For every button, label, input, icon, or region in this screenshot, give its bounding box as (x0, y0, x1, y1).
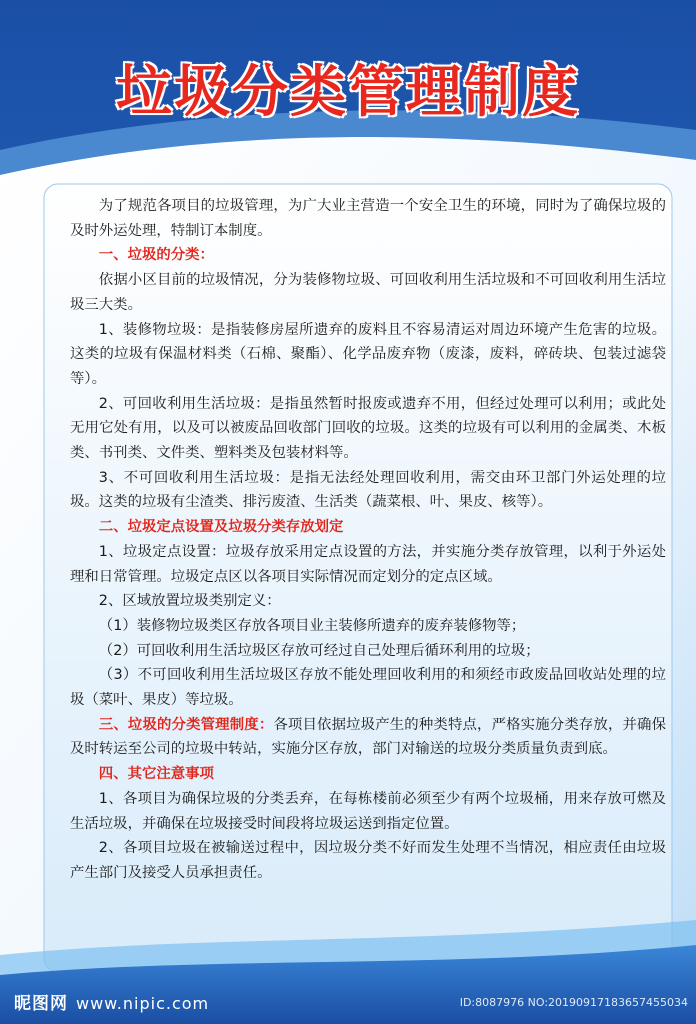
zone-item: （2）可回收利用生活垃圾区存放可经过自己处理后循环利用的垃圾； (98, 642, 540, 659)
intro-paragraph: 为了规范各项目的垃圾管理，为广大业主营造一个安全卫生的环境，同时为了确保垃圾的及时外运处理，特制订本制度。 (70, 198, 666, 239)
zone-item: （3）不可回收利用生活垃圾区存放不能处理回收利用的和须经市政废品回收站处理的垃圾（菜叶、果皮）等垃圾。 (70, 667, 666, 709)
zone-item: （1）装修物垃圾类区存放各项目业主装修所遗弃的废弃装修物等； (98, 617, 526, 634)
classification-item: 1、装修物垃圾：是指装修房屋所遗弃的废料且不容易清运对周边环境产生危害的垃圾。这类的垃圾有保温材料类（石棉、聚酯）、化学品废弃物（废漆，废料，碎砖块、包装过滤袋等）。 (70, 321, 666, 387)
section-heading-management: 三、垃圾的分类管理制度： (98, 716, 274, 733)
notes-item: 2、各项目垃圾在被输送过程中，因垃圾分类不好而发生处理不当情况，相应责任由垃圾产生部门及接受人员承担责任。 (70, 840, 666, 881)
fixed-point-item: 1、垃圾定点设置：垃圾存放采用定点设置的方法，并实施分类存放管理，以利于外运处理和日常管理。垃圾定点区以各项目实际情况而定划分的定点区域。 (70, 543, 666, 585)
poster-title: 垃圾分类管理制度 (116, 60, 580, 125)
section-heading-fixed-points: 二、垃圾定点设置及垃圾分类存放划定 (98, 519, 344, 536)
notes-item: 1、各项目为确保垃圾的分类丢弃，在每栋楼前必须至少有两个垃圾桶，用来存放可燃及生活垃圾，并确保在垃圾接受时间段将垃圾运送到指定位置。 (70, 790, 666, 832)
watermark-brand-name: 昵图网 (14, 994, 68, 1014)
watermark-brand (14, 989, 209, 1014)
fixed-point-item: 2、区域放置垃圾类别定义： (98, 593, 281, 610)
classification-item: 3、不可回收利用生活垃圾：是指无法经处理回收利用，需交由环卫部门外运处理的垃圾。这类的垃圾有尘渣类、排污废渣、生活类（蔬菜根、叶、果皮、核等）。 (70, 469, 666, 511)
classification-text: 依据小区目前的垃圾情况，分为装修物垃圾、可回收利用生活垃圾和不可回收利用生活垃圾三大类。 (70, 272, 666, 313)
section-heading-notes: 四、其它注意事项 (98, 766, 214, 783)
management-paragraph (70, 713, 666, 762)
watermark-site: www.nipic.com (76, 994, 210, 1013)
poster-content (70, 194, 666, 886)
management-text: 各项目依据垃圾产生的种类特点，严格实施分类存放，并确保及时转运至公司的垃圾中转站，实施分区存放，部门对输送的垃圾分类质量负责到底。 (70, 716, 666, 758)
classification-item: 2、可回收利用生活垃圾：是指虽然暂时报废或遗弃不用，但经过处理可以利用；或此处无用它处有用，以及可以被废品回收部门回收的垃圾。这类的垃圾有可以利用的金属类、木板类、书刊类、文件类、塑料类及包装材料等。 (70, 395, 666, 462)
section-heading-classification: 一、垃圾的分类： (98, 247, 214, 264)
watermark-id: ID:8087976 NO:20190917183657455034 (459, 996, 688, 1009)
